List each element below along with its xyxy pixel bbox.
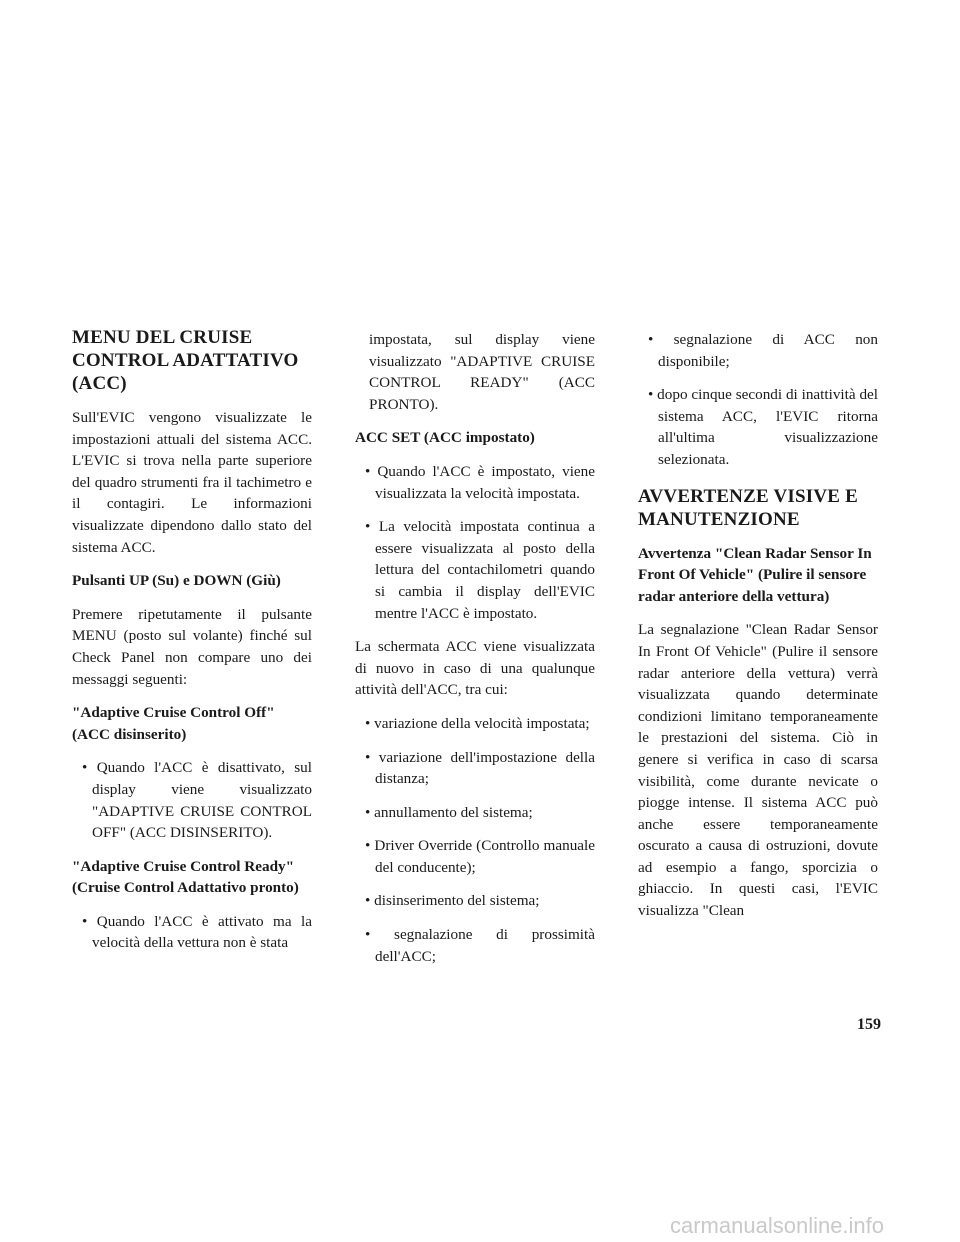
intro-paragraph: Sull'EVIC vengono visualizzate le impostazioni attuali del sistema ACC. L'EVIC si trova nella parte superiore del quadro strumenti fra il tachimetro e il contagiri. Le informazioni visualizzate dipendono dallo stato del sistema ACC. <box>72 409 312 556</box>
activity-bullet-3: • annullamento del sistema; <box>365 803 533 821</box>
acc-off-bullet: • Quando l'ACC è disattivato, sul display viene visualizzato "ADAPTIVE CRUISE CONTROL OFF" (ACC DISINSERITO). <box>82 759 312 842</box>
bullet-dot-icon: • <box>82 912 97 930</box>
activity-bullet-6: • segnalazione di prossimità dell'ACC; <box>365 926 595 965</box>
activity-bullet-5: • disinserimento del sistema; <box>365 892 540 910</box>
column-3 <box>638 329 878 934</box>
inactivity-bullet: • dopo cinque secondi di inattività del sistema ACC, l'EVIC ritorna all'ultima visualizzazione selezionata. <box>648 386 878 468</box>
bullet-dot-icon: • <box>365 837 375 855</box>
acc-set-bullet-1: • Quando l'ACC è impostato, viene visualizzata la velocità impostata. <box>365 462 595 502</box>
section-title-acc-menu: MENU DEL CRUISE CONTROL ADATTATIVO (ACC) <box>72 327 299 394</box>
clean-radar-heading: Avvertenza "Clean Radar Sensor In Front Of Vehicle" (Pulire il sensore radar anteriore della vettura) <box>638 544 872 605</box>
bullet-dot-icon: • <box>648 386 658 404</box>
acc-set-heading: ACC SET (ACC impostato) <box>355 429 535 447</box>
watermark-text: carmanualsonline.info <box>670 1213 885 1238</box>
acc-ready-heading: "Adaptive Cruise Control Ready" (Cruise Control Adattativo pronto) <box>72 857 299 897</box>
unavailable-bullet: • segnalazione di ACC non disponibile; <box>648 331 878 370</box>
bullet-dot-icon: • <box>365 518 379 536</box>
acc-set-bullet-2: • La velocità impostata continua a essere visualizzata al posto della lettura del contachilometri quando si cambia il display dell'EVIC mentre l'ACC è impostato. <box>365 518 595 622</box>
buttons-heading: Pulsanti UP (Su) e DOWN (Giù) <box>72 572 281 590</box>
bullet-dot-icon: • <box>82 759 97 777</box>
acc-off-heading: "Adaptive Cruise Control Off" (ACC disinserito) <box>72 704 275 743</box>
bullet-dot-icon: • <box>365 803 375 821</box>
column-2 <box>355 329 595 979</box>
acc-ready-bullet-continued: impostata, sul display viene visualizzato "ADAPTIVE CRUISE CONTROL READY" (ACC PRONTO). <box>369 331 595 413</box>
activity-bullet-1: • variazione della velocità impostata; <box>365 714 590 732</box>
bullet-dot-icon: • <box>365 926 395 944</box>
bullet-dot-icon: • <box>365 714 375 732</box>
bullet-dot-icon: • <box>365 748 379 766</box>
column-1 <box>72 326 312 966</box>
activity-bullet-2: • variazione dell'impostazione della distanza; <box>365 748 595 788</box>
acc-ready-bullet: • Quando l'ACC è attivato ma la velocità della vettura non è stata <box>82 912 312 952</box>
activity-bullet-4: • Driver Override (Controllo manuale del conducente); <box>365 837 595 876</box>
page-number: 159 <box>857 1016 881 1033</box>
section-title-warnings: AVVERTENZE VISIVE E MANUTENZIONE <box>638 485 858 530</box>
bullet-dot-icon: • <box>648 331 674 348</box>
buttons-paragraph: Premere ripetutamente il pulsante MENU (posto sul volante) finché sul Check Panel non compare uno dei messaggi seguenti: <box>72 605 312 688</box>
bullet-dot-icon: • <box>365 892 375 910</box>
acc-screen-paragraph: La schermata ACC viene visualizzata di nuovo in caso di una qualunque attività dell'ACC, tra cui: <box>355 638 595 699</box>
clean-radar-paragraph: La segnalazione "Clean Radar Sensor In Front Of Vehicle" (Pulire il sensore radar anteriore della vettura) verrà visualizzata quando determinate condizioni limitano temporaneamente le prestazioni del sistema. Ciò in genere si verifica in caso di scarsa visibilità, come durante nevicate o piogge intense. Il sistema ACC può anche essere temporaneamente oscurato a causa di ostruzioni, dovute ad esempio a fango, sporcizia o ghiaccio. In questi casi, l'EVIC visualizza "Clean <box>638 621 878 920</box>
bullet-dot-icon: • <box>365 462 378 480</box>
